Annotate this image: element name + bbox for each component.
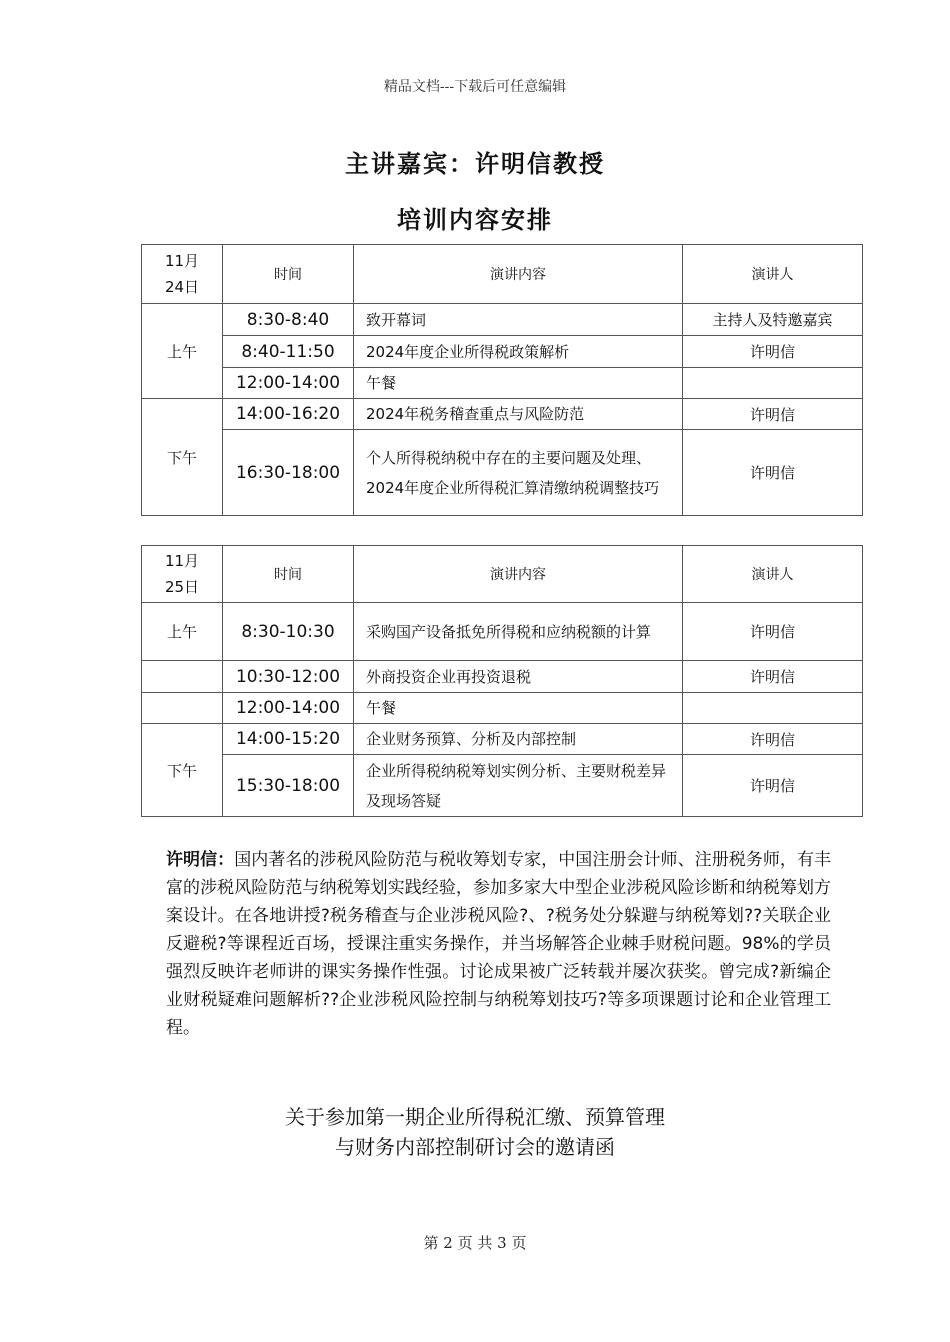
session-label-pm: 下午 bbox=[142, 399, 223, 516]
row-time: 12:00-14:00 bbox=[223, 693, 354, 724]
row-speaker: 许明信 bbox=[683, 603, 863, 661]
col-header-time: 时间 bbox=[223, 245, 354, 304]
row-time: 8:30-8:40 bbox=[223, 304, 354, 336]
bio-name: 许明信： bbox=[166, 850, 235, 870]
row-speaker: 许明信 bbox=[683, 399, 863, 430]
date-cell bbox=[142, 546, 223, 603]
row-content: 午餐 bbox=[354, 368, 683, 399]
table-row bbox=[142, 603, 863, 661]
col-header-time: 时间 bbox=[223, 546, 354, 603]
date-month: 11月 bbox=[164, 552, 200, 570]
row-time: 15:30-18:00 bbox=[223, 755, 354, 817]
row-speaker: 许明信 bbox=[683, 661, 863, 693]
table-header-row bbox=[142, 546, 863, 603]
row-content: 2024年度企业所得税政策解析 bbox=[354, 336, 683, 368]
row-content: 午餐 bbox=[354, 693, 683, 724]
date-month: 11月 bbox=[164, 252, 200, 270]
empty-session-cell bbox=[142, 661, 223, 693]
table-row bbox=[142, 430, 863, 516]
row-speaker: 许明信 bbox=[683, 755, 863, 817]
table-row bbox=[142, 693, 863, 724]
session-label-am: 上午 bbox=[142, 304, 223, 399]
speaker-bio bbox=[166, 846, 831, 1042]
row-time: 12:00-14:00 bbox=[223, 368, 354, 399]
schedule-title: 培训内容安排 bbox=[397, 206, 553, 234]
row-time: 8:30-10:30 bbox=[223, 603, 354, 661]
col-header-content: 演讲内容 bbox=[354, 245, 683, 304]
col-header-speaker: 演讲人 bbox=[683, 245, 863, 304]
row-content: 致开幕词 bbox=[354, 304, 683, 336]
row-content: 企业所得税纳税筹划实例分析、主要财税差异及现场答疑 bbox=[354, 755, 683, 817]
row-time: 10:30-12:00 bbox=[223, 661, 354, 693]
row-speaker bbox=[683, 368, 863, 399]
table-row bbox=[142, 304, 863, 336]
empty-session-cell bbox=[142, 693, 223, 724]
row-speaker: 主持人及特邀嘉宾 bbox=[683, 304, 863, 336]
row-speaker: 许明信 bbox=[683, 336, 863, 368]
schedule-table-day1 bbox=[141, 244, 863, 516]
table-row bbox=[142, 724, 863, 755]
row-content: 采购国产设备抵免所得税和应纳税额的计算 bbox=[354, 603, 683, 661]
date-cell bbox=[142, 245, 223, 304]
invitation-line-1: 关于参加第一期企业所得税汇缴、预算管理 bbox=[285, 1105, 665, 1129]
col-header-speaker: 演讲人 bbox=[683, 546, 863, 603]
table-row bbox=[142, 336, 863, 368]
table-header-row bbox=[142, 245, 863, 304]
row-time: 8:40-11:50 bbox=[223, 336, 354, 368]
bio-text: 国内著名的涉税风险防范与税收筹划专家，中国注册会计师、注册税务师，有丰富的涉税风险防范与纳税筹划实践经验，参加多家大中型企业涉税风险诊断和纳税筹划方案设计。在各地讲授?税务稽查与企业涉税风险?、?税务处分躲避与纳税筹划??关联企业反避税?等课程近百场，授课注重实务操作，并当场解答企业棘手财税问题。98%的学员强烈反映许老师讲的课实务操作性强。讨论成果被广泛转载并屡次获奖。曾完成?新编企业财税疑难问题解析??企业涉税风险控制与纳税筹划技巧?等多项课题讨论和企业管理工程。 bbox=[166, 850, 832, 1038]
row-speaker bbox=[683, 693, 863, 724]
table-row bbox=[142, 755, 863, 817]
row-time: 14:00-16:20 bbox=[223, 399, 354, 430]
table-row bbox=[142, 368, 863, 399]
row-content: 外商投资企业再投资退税 bbox=[354, 661, 683, 693]
invitation-title bbox=[0, 1102, 950, 1162]
date-day: 24日 bbox=[164, 278, 200, 296]
date-day: 25日 bbox=[164, 578, 200, 596]
session-label-pm: 下午 bbox=[142, 724, 223, 817]
row-content: 个人所得税纳税中存在的主要问题及处理、2024年度企业所得税汇算清缴纳税调整技巧 bbox=[354, 430, 683, 516]
speaker-title: 主讲嘉宾：许明信教授 bbox=[345, 150, 605, 178]
schedule-table-day2 bbox=[141, 545, 863, 817]
row-content: 企业财务预算、分析及内部控制 bbox=[354, 724, 683, 755]
row-speaker: 许明信 bbox=[683, 430, 863, 516]
header-note: 精品文档---下载后可任意编辑 bbox=[383, 79, 567, 95]
row-speaker: 许明信 bbox=[683, 724, 863, 755]
col-header-content: 演讲内容 bbox=[354, 546, 683, 603]
invitation-line-2: 与财务内部控制研讨会的邀请函 bbox=[335, 1135, 615, 1159]
page-footer: 第 2 页 共 3 页 bbox=[423, 1234, 527, 1252]
row-content: 2024年税务稽查重点与风险防范 bbox=[354, 399, 683, 430]
session-label-am: 上午 bbox=[142, 603, 223, 661]
table-row bbox=[142, 661, 863, 693]
row-time: 14:00-15:20 bbox=[223, 724, 354, 755]
row-time: 16:30-18:00 bbox=[223, 430, 354, 516]
table-row bbox=[142, 399, 863, 430]
